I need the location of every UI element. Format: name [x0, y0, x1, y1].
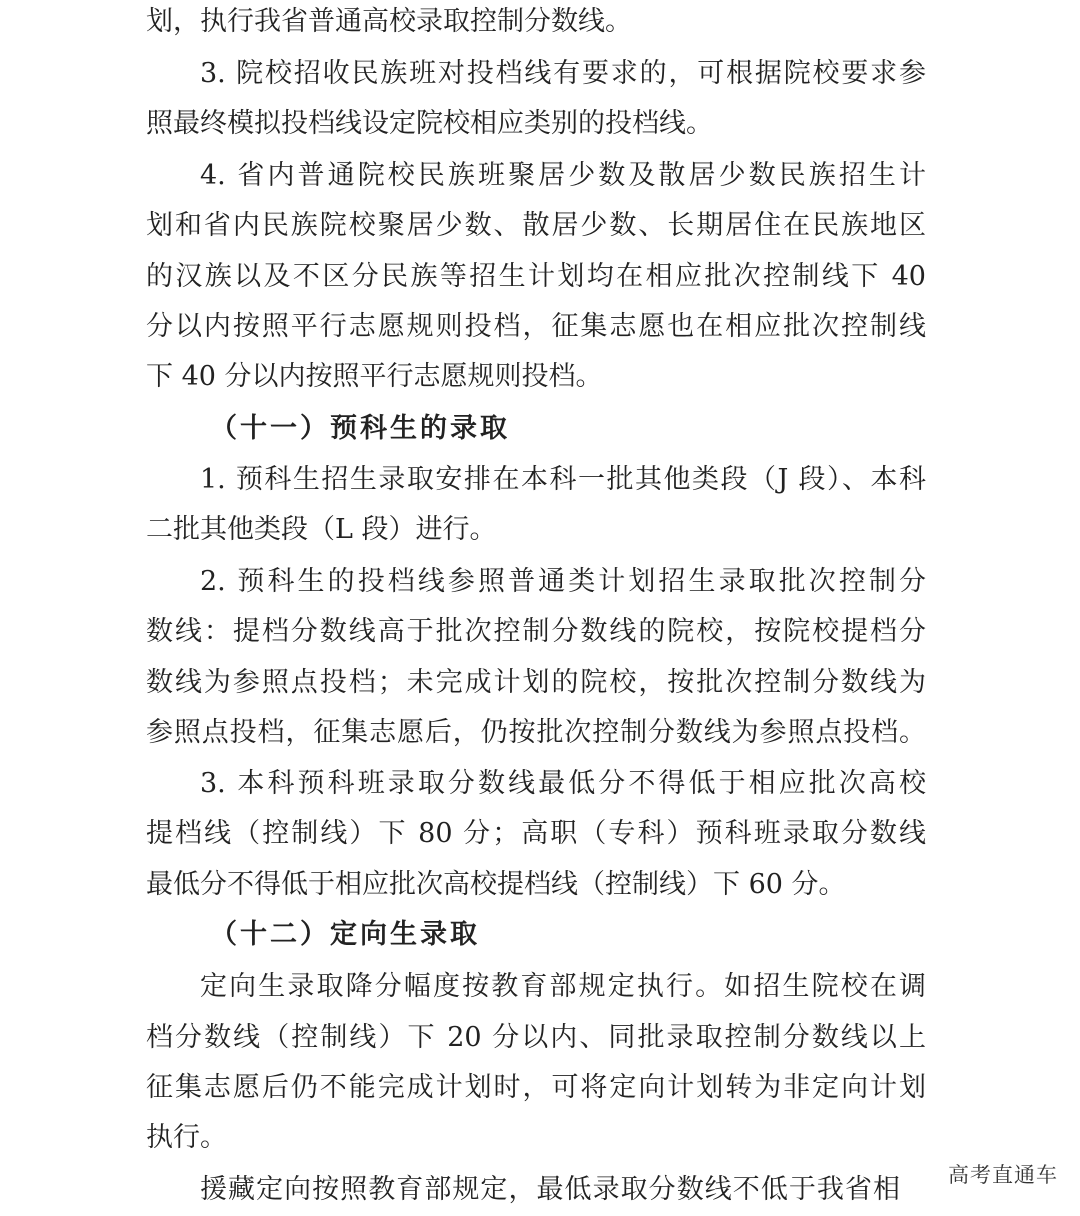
section-heading: （十二）定向生录取: [210, 919, 480, 950]
paragraph-line: 定向生录取降分幅度按教育部规定执行。如招生院校在调: [200, 971, 926, 1002]
paragraph-line: 1. 预科生招生录取安排在本科一批其他类段（J 段）、本科: [200, 464, 926, 495]
paragraph-line: 的汉族以及不区分民族等招生计划均在相应批次控制线下 40: [146, 261, 926, 292]
section-heading: （十一）预科生的录取: [210, 413, 510, 444]
paragraph-line: 执行。: [146, 1122, 227, 1153]
paragraph-line: 划和省内民族院校聚居少数、散居少数、长期居住在民族地区: [146, 210, 926, 241]
paragraph-line: 3. 院校招收民族班对投档线有要求的，可根据院校要求参: [200, 58, 926, 89]
paragraph-line: 4. 省内普通院校民族班聚居少数及散居少数民族招生计: [200, 160, 926, 191]
paragraph-line: 下 40 分以内按照平行志愿规则投档。: [146, 361, 603, 392]
paragraph-line: 二批其他类段（L 段）进行。: [146, 514, 497, 545]
paragraph-line: 参照点投档，征集志愿后，仍按批次控制分数线为参照点投档。: [146, 717, 926, 748]
paragraph-line: 提档线（控制线）下 80 分；高职（专科）预科班录取分数线: [146, 818, 926, 849]
paragraph-line: 2. 预科生的投档线参照普通类计划招生录取批次控制分: [200, 566, 926, 597]
paragraph-line: 分以内按照平行志愿规则投档，征集志愿也在相应批次控制线: [146, 311, 926, 342]
paragraph-line: 征集志愿后仍不能完成计划时，可将定向计划转为非定向计划: [146, 1072, 926, 1103]
paragraph-line: 划，执行我省普通高校录取控制分数线。: [146, 6, 632, 37]
paragraph-line: 照最终模拟投档线设定院校相应类别的投档线。: [146, 108, 713, 139]
watermark-label: 高考直通车: [948, 1163, 1058, 1187]
paragraph-line: 援藏定向按照教育部规定，最低录取分数线不低于我省相: [200, 1174, 900, 1205]
paragraph-line: 档分数线（控制线）下 20 分以内、同批录取控制分数线以上: [146, 1022, 926, 1053]
paragraph-line: 数线为参照点投档；未完成计划的院校，按批次控制分数线为: [146, 667, 926, 698]
paragraph-line: 3. 本科预科班录取分数线最低分不得低于相应批次高校: [200, 768, 926, 799]
paragraph-line: 最低分不得低于相应批次高校提档线（控制线）下 60 分。: [146, 869, 846, 900]
paragraph-line: 数线：提档分数线高于批次控制分数线的院校，按院校提档分: [146, 616, 926, 647]
